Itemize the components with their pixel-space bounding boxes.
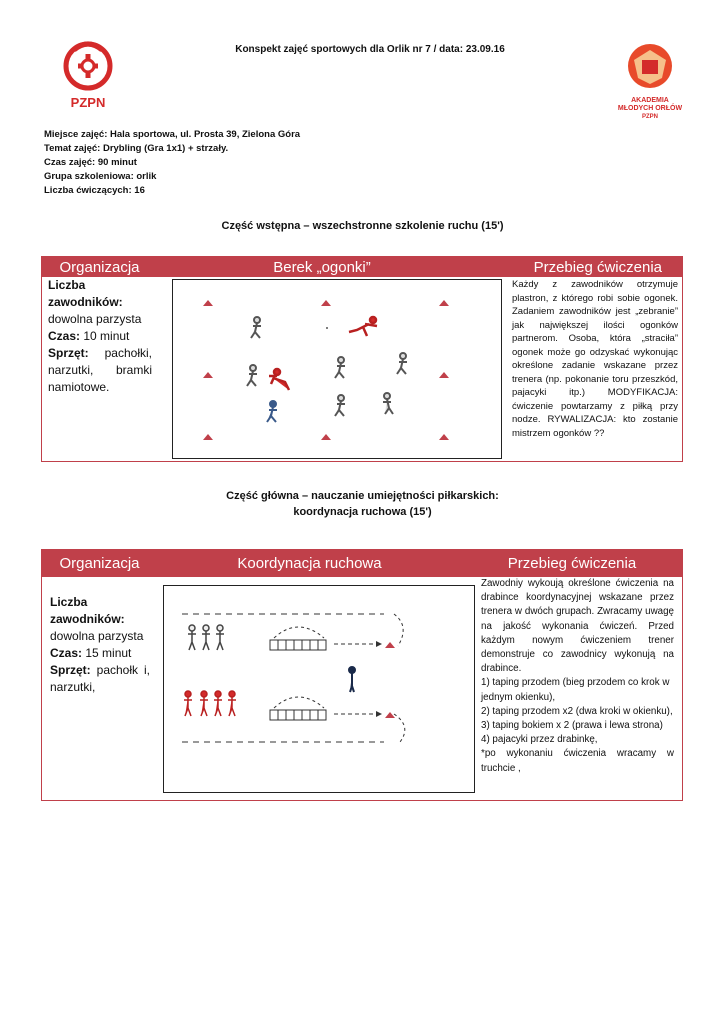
pzpn-logo-text: PZPN bbox=[70, 95, 106, 110]
player-icon bbox=[251, 317, 261, 338]
s2-desc-step4: 4) pajacyki przez drabinkę, bbox=[481, 734, 598, 746]
s2-desc-intro: Zawodniy wykoują określone ćwiczenia na drabince koordynacyjnej wskazane przez trenera w dwóch grupach. Zwracamy uwagę na jakość wykonania ćwiczeń. Przed każdym nowym ćwiczeniem trener demonstruje co zawodnicy wykonują na drabince. bbox=[481, 578, 674, 675]
tag-game-field-svg bbox=[173, 280, 501, 458]
section2-table bbox=[41, 549, 683, 801]
player-red-icon bbox=[349, 317, 377, 336]
section2-col-przebieg: Przebieg ćwiczenia bbox=[507, 555, 637, 572]
player-icon bbox=[335, 395, 345, 416]
s1-time-label: Czas: bbox=[48, 329, 81, 343]
player-blue-icon bbox=[267, 401, 277, 422]
section1-header-bar bbox=[42, 257, 682, 277]
s2-count-label: Liczba zawodników: bbox=[50, 595, 125, 626]
s2-equipment-label: Sprzęt: bbox=[50, 663, 91, 677]
ladder-icon bbox=[270, 640, 326, 650]
section1-col-przebieg: Przebieg ćwiczenia bbox=[533, 258, 662, 276]
cone-icon bbox=[203, 434, 213, 440]
cone-icon bbox=[203, 372, 213, 378]
eagle-shield-icon bbox=[612, 40, 688, 92]
section1-col-organizacja: Organizacja bbox=[59, 258, 140, 276]
cone-icon bbox=[385, 712, 395, 718]
s1-equipment-label: Sprzęt: bbox=[48, 346, 89, 360]
info-place: Miejsce zajęć: Hala sportowa, ul. Prosta 39, Zielona Góra bbox=[44, 129, 301, 140]
s2-equipment-value: pachołk i, narzutki, bbox=[50, 663, 150, 694]
section2-col-exercise-name: Koordynacja ruchowa bbox=[237, 555, 382, 572]
player-red-icon bbox=[269, 369, 289, 390]
player-red-icon bbox=[228, 691, 236, 716]
player-icon bbox=[397, 353, 407, 374]
akademia-line3: PZPN bbox=[641, 114, 658, 120]
player-icon bbox=[202, 625, 210, 650]
section2-heading-line1: Część główna – nauczanie umiejętności piłkarskich: bbox=[226, 490, 499, 502]
cone-icon bbox=[321, 434, 331, 440]
info-group: Grupa szkoleniowa: orlik bbox=[44, 171, 157, 182]
player-icon bbox=[216, 625, 224, 650]
cone-icon bbox=[385, 642, 395, 648]
s1-count-value: dowolna parzysta bbox=[48, 312, 142, 326]
document-title: Konspekt zajęć sportowych dla Orlik nr 7 / data: 23.09.16 bbox=[235, 44, 505, 55]
section2-organization bbox=[50, 594, 150, 696]
player-red-icon bbox=[214, 691, 222, 716]
ladder-drill-field-svg bbox=[164, 586, 474, 792]
section2-header-bar bbox=[42, 550, 682, 577]
s2-desc-step1: 1) taping przodem (bieg przodem co krok w jednym okienku), bbox=[481, 677, 670, 703]
s1-time-value: 10 minut bbox=[83, 329, 130, 343]
section2-description bbox=[481, 577, 674, 776]
s2-count-value: dowolna parzysta bbox=[50, 629, 144, 643]
section2-heading bbox=[140, 488, 585, 520]
s2-time-value: 15 minut bbox=[85, 646, 132, 660]
section1-description: Każdy z zawodników otrzymuje plastron, z którego robi sobie ogonek. Zadaniem zawodników jest „zebranie” jak największej ilości ogonków partnerom. Osoba, która „straciła” ogonek może go odzyskać wykonując określone zadanie wskazane przez trenera (np. pokonanie toru przeszkód, pajacyki itp.) MODYFIKACJA: ćwiczenie powtarzamy z piłką przy nodze. RYWALIZACJA: kto zostanie mistrzem ogonków ?? bbox=[512, 279, 678, 439]
pzpn-emblem-icon bbox=[58, 36, 118, 92]
section1-field-diagram bbox=[172, 279, 502, 459]
section1-heading: Część wstępna – wszechstronne szkolenie ruchu (15') bbox=[221, 220, 504, 232]
s1-equipment-value: pachołki, narzutki, bramki namiotowe. bbox=[48, 346, 152, 394]
s1-count-label: Liczba zawodników: bbox=[48, 278, 123, 309]
cone-icon bbox=[203, 300, 213, 306]
info-duration: Czas zajęć: 90 minut bbox=[44, 157, 137, 168]
cone-icon bbox=[439, 434, 449, 440]
player-red-icon bbox=[184, 691, 192, 716]
cone-icon bbox=[439, 300, 449, 306]
pzpn-logo bbox=[58, 36, 118, 108]
akademia-logo bbox=[612, 40, 688, 124]
s2-desc-note: *po wykonaniu ćwiczenia wracamy w truchcie , bbox=[481, 748, 674, 774]
akademia-line1: AKADEMIA bbox=[631, 97, 669, 104]
player-icon bbox=[383, 393, 393, 414]
cone-icon bbox=[439, 372, 449, 378]
akademia-line2: MŁODYCH ORŁÓW bbox=[617, 105, 683, 112]
session-info bbox=[44, 128, 300, 198]
player-red-icon bbox=[200, 691, 208, 716]
s2-time-label: Czas: bbox=[50, 646, 83, 660]
section2-heading-line2: koordynacja ruchowa (15') bbox=[293, 506, 432, 518]
section1-table bbox=[41, 256, 683, 462]
s2-desc-step2: 2) taping przodem x2 (dwa kroki w okienku), bbox=[481, 705, 673, 717]
ladder-icon bbox=[270, 710, 326, 720]
section1-col-exercise-name: Berek „ogonki” bbox=[273, 258, 371, 276]
section2-field-diagram bbox=[163, 585, 475, 793]
player-icon bbox=[247, 365, 257, 386]
player-icon bbox=[335, 357, 345, 378]
section1-organization bbox=[48, 277, 152, 396]
info-count: Liczba ćwiczących: 16 bbox=[44, 185, 145, 196]
s2-desc-step3: 3) taping bokiem x 2 (prawa i lewa strona) bbox=[481, 720, 663, 732]
cone-icon bbox=[321, 300, 331, 306]
coach-icon bbox=[349, 667, 355, 692]
info-topic: Temat zajęć: Drybling (Gra 1x1) + strzały. bbox=[44, 143, 229, 154]
player-icon bbox=[188, 625, 196, 650]
section2-col-organizacja: Organizacja bbox=[59, 555, 140, 572]
